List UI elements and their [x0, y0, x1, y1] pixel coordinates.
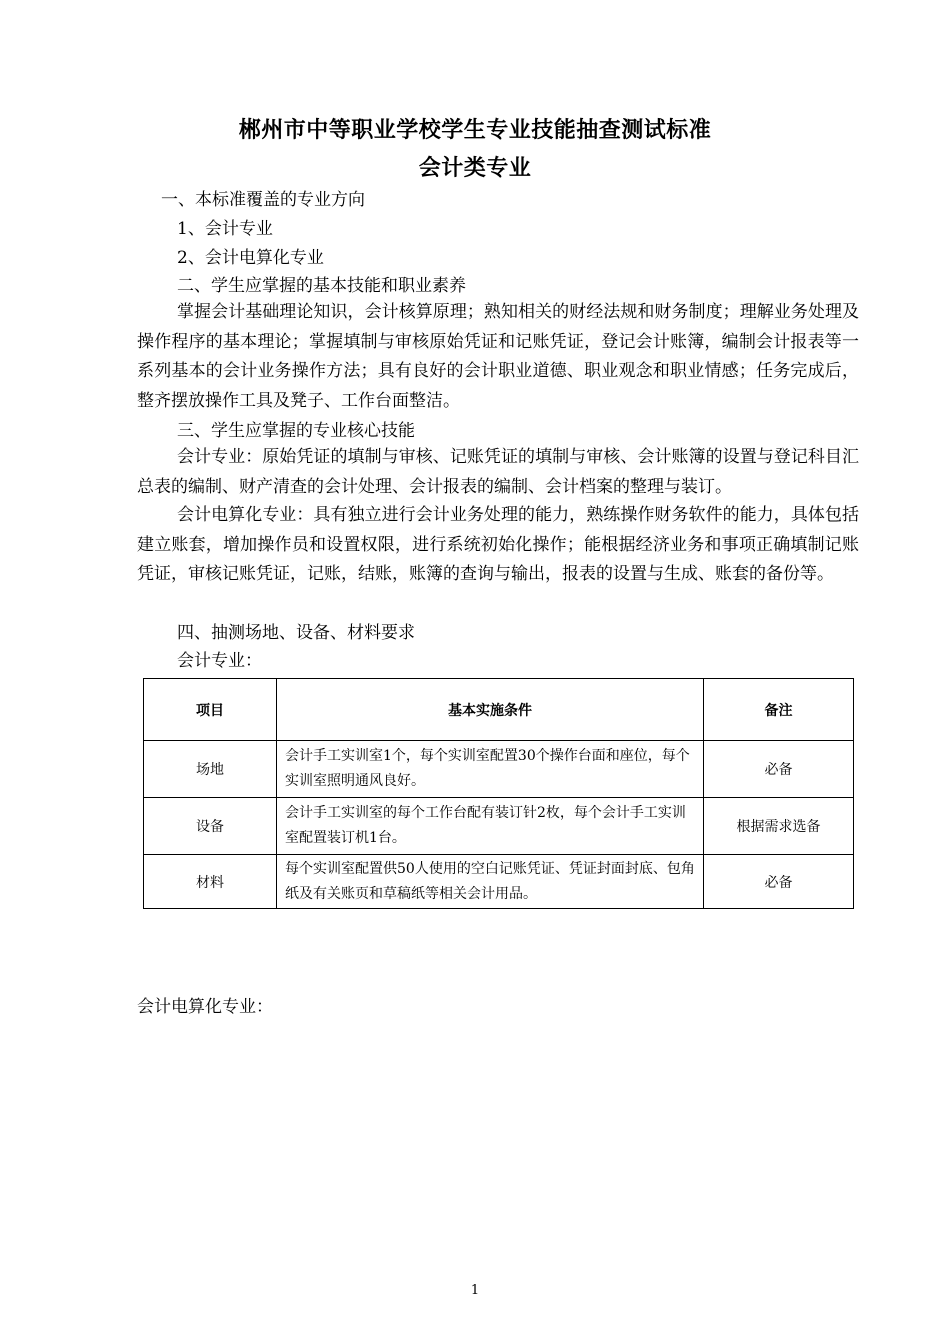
requirements-table — [143, 678, 854, 909]
section-3-paragraph-accounting: 会计专业：原始凭证的填制与审核、记账凭证的填制与审核、会计账簿的设置与登记科目汇总表的编制、财产清查的会计处理、会计报表的编制、会计档案的整理与装订。 — [137, 447, 859, 497]
section-4-accounting-label: 会计专业： — [177, 651, 262, 671]
table-header-condition: 基本实施条件 — [277, 679, 704, 741]
table-cell-note: 必备 — [704, 741, 854, 798]
table-row — [144, 741, 854, 798]
table-cell-condition: 会计手工实训室1个，每个实训室配置30个操作台面和座位，每个实训室照明通风良好。 — [277, 741, 704, 798]
table-header-item: 项目 — [144, 679, 277, 741]
table-cell-item: 材料 — [144, 855, 277, 909]
section-3-heading: 三、学生应掌握的专业核心技能 — [177, 421, 415, 441]
section-1-item-1: 1、会计专业 — [177, 219, 273, 239]
section-2-paragraph: 掌握会计基础理论知识，会计核算原理；熟知相关的财经法规和财务制度；理解业务处理及操作程序的基本理论；掌握填制与审核原始凭证和记账凭证，登记会计账簿，编制会计报表等一系列基本的会计业务操作方法；具有良好的会计职业道德、职业观念和职业情感；任务完成后，整齐摆放操作工具及凳子、工作台面整洁。 — [137, 302, 859, 411]
table-header-row — [144, 679, 854, 741]
section-3-paragraph-computerized: 会计电算化专业：具有独立进行会计业务处理的能力，熟练操作财务软件的能力，具体包括建立账套，增加操作员和设置权限，进行系统初始化操作；能根据经济业务和事项正确填制记账凭证，审核记账凭证，记账，结账，账簿的查询与输出，报表的设置与生成、账套的备份等。 — [137, 505, 859, 584]
table-cell-note: 根据需求选备 — [704, 798, 854, 855]
table-cell-item: 设备 — [144, 798, 277, 855]
table-cell-condition: 会计手工实训室的每个工作台配有装订针2枚，每个会计手工实训室配置装订机1台。 — [277, 798, 704, 855]
table-row — [144, 855, 854, 909]
section-4-computerized-label: 会计电算化专业： — [137, 997, 273, 1017]
section-1-item-2: 2、会计电算化专业 — [177, 248, 324, 268]
table-cell-condition: 每个实训室配置供50人使用的空白记账凭证、凭证封面封底、包角纸及有关账页和草稿纸等相关会计用品。 — [277, 855, 704, 909]
table-header-note: 备注 — [704, 679, 854, 741]
page-number: 1 — [470, 1283, 480, 1298]
section-4-heading: 四、抽测场地、设备、材料要求 — [177, 623, 415, 643]
table-cell-item: 场地 — [144, 741, 277, 798]
section-2-heading: 二、学生应掌握的基本技能和职业素养 — [177, 276, 466, 296]
table-row — [144, 798, 854, 855]
section-1-heading: 一、本标准覆盖的专业方向 — [161, 190, 365, 210]
table-cell-note: 必备 — [704, 855, 854, 909]
document-title: 郴州市中等职业学校学生专业技能抽查测试标准 — [238, 118, 712, 143]
document-subtitle: 会计类专业 — [418, 156, 532, 181]
